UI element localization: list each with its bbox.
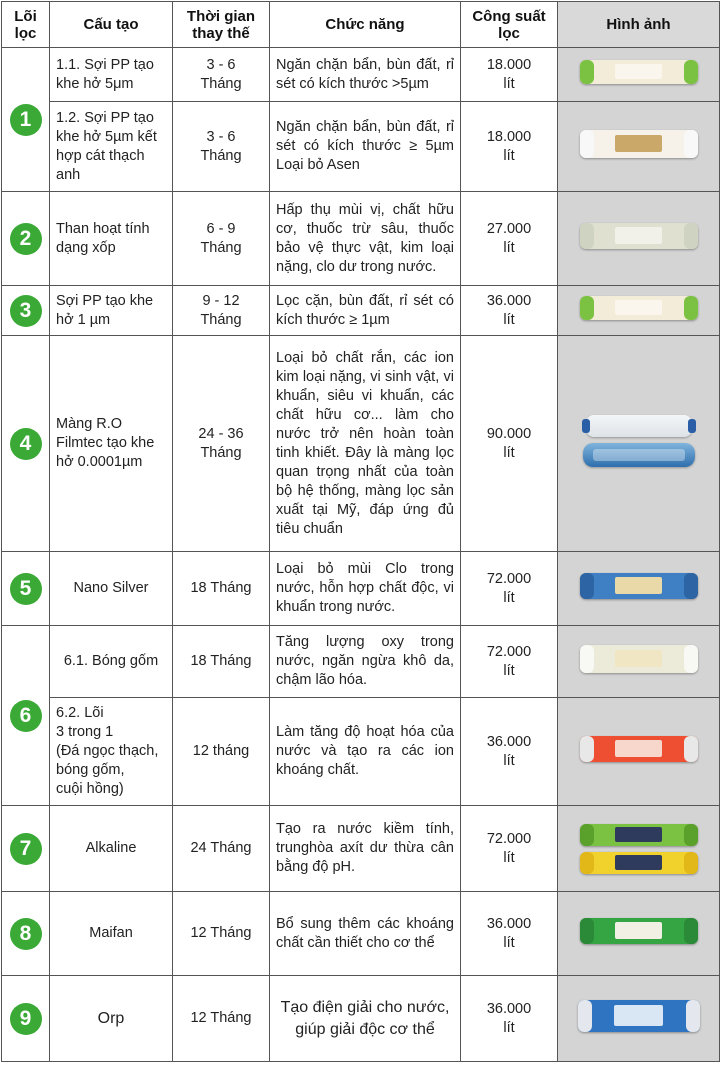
header-core: Lõi lọc (2, 2, 50, 48)
function-cell: Tăng lượng oxy trong nước, ngăn ngừa khô da, chậm lão hóa. (270, 626, 461, 698)
header-function: Chức năng (270, 2, 461, 48)
number-badge-icon: 4 (10, 428, 42, 460)
function-cell: Tạo ra nước kiềm tính, trunghòa axít dư thừa cân bằng độ pH. (270, 806, 461, 892)
number-badge-icon: 5 (10, 573, 42, 605)
capacity-cell: 36.000 lít (461, 892, 558, 976)
filter-cartridge-icon (580, 852, 698, 874)
table-row (2, 286, 720, 336)
filter-cartridge-icon (580, 918, 698, 944)
core-number-cell (2, 806, 50, 892)
filter-cartridge-icon (580, 296, 698, 320)
number-badge-icon: 3 (10, 295, 42, 327)
capacity-cell: 72.000 lít (461, 806, 558, 892)
image-cell (558, 806, 720, 892)
table-row (2, 892, 720, 976)
core-number-cell (2, 48, 50, 192)
structure-cell: Nano Silver (50, 552, 173, 626)
function-cell: Tạo điện giải cho nước, giúp giải độc cơ thể (270, 976, 461, 1062)
core-number-cell (2, 626, 50, 806)
function-cell: Làm tăng độ hoạt hóa của nước và tạo ra các ion khoáng chất. (270, 698, 461, 806)
filter-cartridge-icon (580, 645, 698, 673)
structure-cell: Maifan (50, 892, 173, 976)
time-cell: 12 Tháng (173, 892, 270, 976)
time-cell: 24 Tháng (173, 806, 270, 892)
image-cell (558, 552, 720, 626)
number-badge-icon: 8 (10, 918, 42, 950)
core-number-cell (2, 892, 50, 976)
number-badge-icon: 7 (10, 833, 42, 865)
filter-table-container (1, 1, 719, 1069)
table-row (2, 336, 720, 552)
capacity-cell: 18.000 lít (461, 48, 558, 102)
ro-membrane-icon (581, 415, 697, 467)
number-badge-icon: 1 (10, 104, 42, 136)
function-cell: Loại bỏ mùi Clo trong nước, hỗn hợp chất độc, vi khuẩn trong nước. (270, 552, 461, 626)
image-cell (558, 192, 720, 286)
structure-cell: Than hoạt tính dạng xốp (50, 192, 173, 286)
time-cell: 9 - 12 Tháng (173, 286, 270, 336)
header-image: Hình ảnh (558, 2, 720, 48)
image-cell (558, 626, 720, 698)
filter-cartridge-icon (580, 573, 698, 599)
core-number-cell (2, 336, 50, 552)
image-cell (558, 336, 720, 552)
image-cell (558, 698, 720, 806)
capacity-cell: 36.000 lít (461, 698, 558, 806)
structure-cell: 1.1. Sợi PP tạo khe hở 5μm (50, 48, 173, 102)
image-cell (558, 286, 720, 336)
function-cell: Ngăn chặn bẩn, bùn đất, rỉ sét có kích thước ≥ 5µm Loại bỏ Asen (270, 102, 461, 192)
time-cell: 12 tháng (173, 698, 270, 806)
table-row (2, 552, 720, 626)
core-number-cell (2, 286, 50, 336)
capacity-cell: 72.000 lít (461, 626, 558, 698)
function-cell: Lọc cặn, bùn đất, rỉ sét có kích thước ≥ 1µm (270, 286, 461, 336)
core-number-cell (2, 552, 50, 626)
header-structure: Cấu tạo (50, 2, 173, 48)
header-replace-time: Thời gian thay thế (173, 2, 270, 48)
number-badge-icon: 6 (10, 700, 42, 732)
time-cell: 3 - 6 Tháng (173, 48, 270, 102)
structure-cell: Alkaline (50, 806, 173, 892)
time-cell: 18 Tháng (173, 552, 270, 626)
filter-cartridge-icon (580, 60, 698, 84)
time-cell: 3 - 6 Tháng (173, 102, 270, 192)
table-row (2, 698, 720, 806)
filter-cartridge-icon (580, 223, 698, 249)
capacity-cell: 27.000 lít (461, 192, 558, 286)
structure-cell: 6.2. Lõi 3 trong 1 (Đá ngọc thạch, bóng gốm, cuội hồng) (50, 698, 173, 806)
function-cell: Bổ sung thêm các khoáng chất cần thiết cho cơ thể (270, 892, 461, 976)
function-cell: Ngăn chặn bẩn, bùn đất, rỉ sét có kích thước >5µm (270, 48, 461, 102)
image-cell (558, 976, 720, 1062)
capacity-cell: 18.000 lít (461, 102, 558, 192)
structure-cell: 1.2. Sợi PP tạo khe hở 5µm kết hợp cát thạch anh (50, 102, 173, 192)
filter-cartridge-icon (580, 736, 698, 762)
structure-cell: Orp (50, 976, 173, 1062)
core-number-cell (2, 192, 50, 286)
image-cell (558, 892, 720, 976)
function-cell: Loại bỏ chất rắn, các ion kim loại nặng, vi sinh vật, vi khuẩn, siêu vi khuẩn, các chất hữu cơ... làm cho nước trở nên hoàn toàn tinh khiết. Đây là màng lọc quan trọng nhất của toàn bộ hệ thống, màng lọc sản xuất tại Mỹ, đáp ứng đủ tiêu chuẩn (270, 336, 461, 552)
capacity-cell: 36.000 lít (461, 286, 558, 336)
filter-cartridge-icon (580, 824, 698, 846)
header-capacity: Công suất lọc (461, 2, 558, 48)
capacity-cell: 72.000 lít (461, 552, 558, 626)
number-badge-icon: 9 (10, 1003, 42, 1035)
image-cell (558, 48, 720, 102)
time-cell: 6 - 9 Tháng (173, 192, 270, 286)
time-cell: 18 Tháng (173, 626, 270, 698)
header-row (2, 2, 720, 48)
structure-cell: Sợi PP tạo khe hở 1 µm (50, 286, 173, 336)
time-cell: 12 Tháng (173, 976, 270, 1062)
table-row (2, 102, 720, 192)
capacity-cell: 36.000 lít (461, 976, 558, 1062)
filter-spec-table (1, 1, 720, 1062)
number-badge-icon: 2 (10, 223, 42, 255)
image-cell (558, 102, 720, 192)
core-number-cell (2, 976, 50, 1062)
structure-cell: Màng R.O Filmtec tạo khe hở 0.0001µm (50, 336, 173, 552)
time-cell: 24 - 36 Tháng (173, 336, 270, 552)
table-row (2, 976, 720, 1062)
filter-cartridge-icon (580, 130, 698, 158)
table-row (2, 626, 720, 698)
table-row (2, 48, 720, 102)
filter-cartridge-icon (578, 1000, 700, 1032)
table-row (2, 192, 720, 286)
function-cell: Hấp thụ mùi vị, chất hữu cơ, thuốc trừ sâu, thuốc bảo vệ thực vật, kim loại nặng, clo dư trong nước. (270, 192, 461, 286)
capacity-cell: 90.000 lít (461, 336, 558, 552)
table-row (2, 806, 720, 892)
structure-cell: 6.1. Bóng gốm (50, 626, 173, 698)
